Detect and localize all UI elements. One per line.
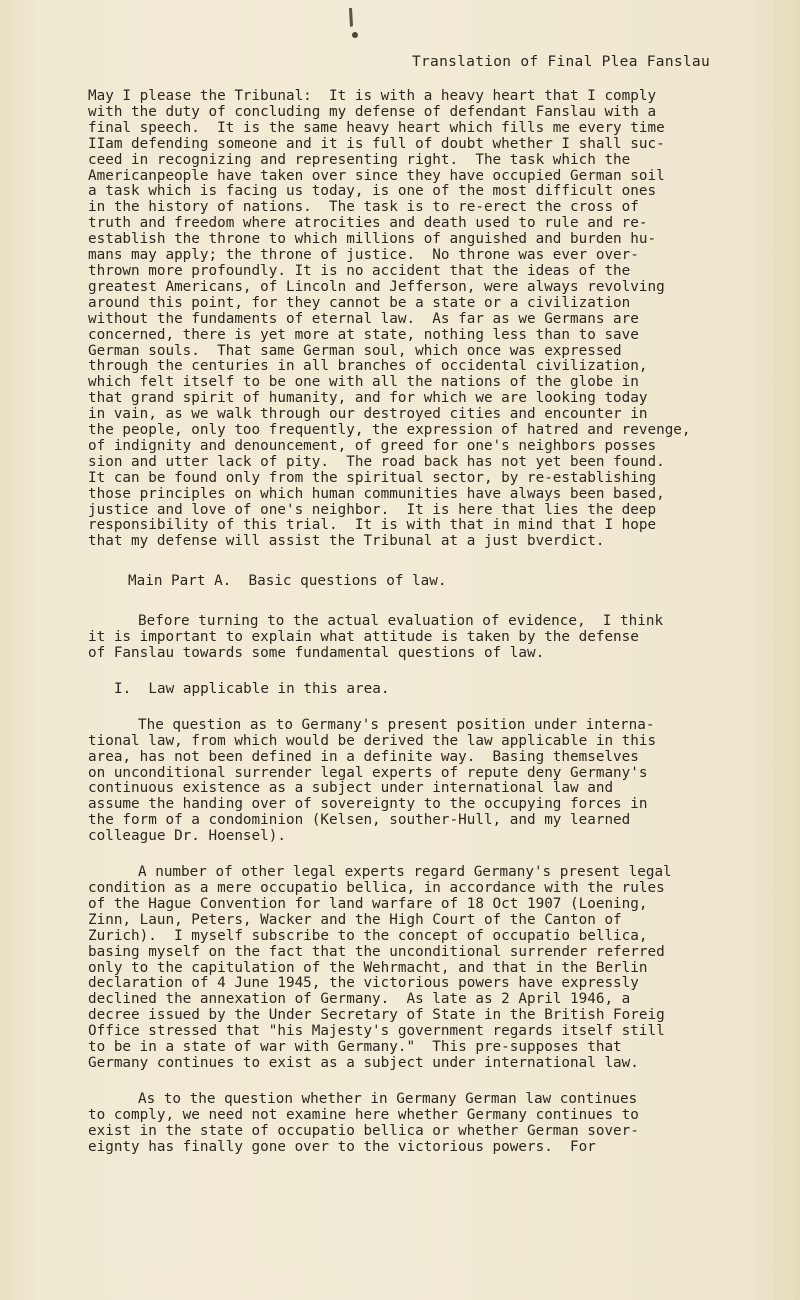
text-line: tional law, from which would be derived the law applicable in this [88, 732, 657, 749]
text-line: only to the capitulation of the Wehrmacht, and that in the Berlin [88, 959, 648, 976]
text-line: through the centuries in all branches of occidental civilization, [88, 358, 648, 375]
text-line: ceed in recognizing and representing right. The task which the [88, 151, 631, 168]
text-line: Before turning to the actual evaluation of evidence, I think [138, 613, 664, 630]
text-line: continuous existence as a subject under international law and [88, 780, 614, 797]
text-line: declined the annexation of Germany. As late as 2 April 1946, a [88, 991, 631, 1008]
text-line: As to the question whether in Germany German law continues [138, 1090, 638, 1107]
text-line: responsibility of this trial. It is with that in mind that I hope [88, 517, 657, 534]
text-line: truth and freedom where atrocities and death used to rule and re- [88, 215, 648, 232]
text-line: Germany continues to exist as a subject under international law. [88, 1054, 639, 1071]
text-line: of Fanslau towards some fundamental questions of law. [88, 645, 545, 661]
page-header: Translation of Final Plea Fanslau [412, 54, 710, 70]
text-line: colleague Dr. Hoensel). [88, 828, 286, 845]
text-line: A number of other legal experts regard Germany's present legal [138, 864, 672, 881]
text-line: area, has not been defined in a definite way. Basing themselves [88, 748, 639, 765]
text-line: Zurich). I myself subscribe to the concept of occupatio bellica, [88, 927, 648, 944]
text-line: condition as a mere occupatio bellica, in accordance with the rules [88, 879, 665, 896]
text-line: the people, only too frequently, the expression of hatred and revenge, [88, 422, 691, 439]
text-line: IIam defending someone and it is full of doubt whether I shall suc- [88, 135, 665, 152]
text-line: assume the handing over of sovereignty to the occupying forces in [88, 796, 648, 813]
ink-mark [341, 6, 363, 42]
text-line: Zinn, Laun, Peters, Wacker and the High Court of the Canton of [88, 911, 622, 928]
text-line: around this point, for they cannot be a state or a civilization [88, 294, 631, 311]
text-line: decree issued by the Under Secretary of State in the British Foreig [88, 1007, 665, 1024]
paragraph-1 [88, 718, 788, 845]
text-line: greatest Americans, of Lincoln and Jefferson, were always revolving [88, 278, 665, 295]
text-line: final speech. It is the same heavy heart which fills me every time [88, 119, 665, 136]
text-line: concerned, there is yet more at state, nothing less than to save [88, 326, 639, 343]
text-line: those principles on which human communities have always been based, [88, 485, 665, 502]
text-line: on unconditional surrender legal experts of repute deny Germany's [88, 764, 648, 781]
document-body [88, 89, 788, 1155]
text-line: without the fundaments of eternal law. As far as we Germans are [88, 310, 639, 327]
text-line: The question as to Germany's present position under interna- [138, 716, 655, 733]
text-line: mans may apply; the throne of justice. No throne was ever over- [88, 247, 639, 264]
text-line: It can be found only from the spiritual sector, by re-establishing [88, 469, 657, 486]
text-line: basing myself on the fact that the unconditional surrender referred [88, 943, 665, 960]
text-line: in vain, as we walk through our destroyed cities and encounter in [88, 406, 648, 423]
text-line: justice and love of one's neighbor. It is here that lies the deep [88, 501, 657, 518]
subsection-1-heading: I. Law applicable in this area. [114, 680, 390, 697]
text-line: declaration of 4 June 1945, the victorious powers have expressly [88, 975, 639, 992]
text-line: sion and utter lack of pity. The road back has not yet been found. [88, 453, 665, 470]
text-line: Office stressed that "his Majesty's government regards itself still [88, 1023, 665, 1040]
text-line: that grand spirit of humanity, and for which we are looking today [88, 390, 648, 407]
text-line: eignty has finally gone over to the victorious powers. For [88, 1138, 596, 1155]
text-line: thrown more profoundly. It is no accident that the ideas of the [88, 262, 631, 279]
text-line: of the Hague Convention for land warfare of 18 Oct 1907 (Loening, [88, 895, 648, 912]
text-line: that my defense will assist the Tribunal at a just bverdict. [88, 533, 605, 550]
text-line: of indignity and denouncement, of greed for one's neighbors posses [88, 437, 657, 454]
paragraph-3 [88, 1092, 788, 1156]
text-line: a task which is facing us today, is one of the most difficult ones [88, 183, 657, 200]
text-line: it is important to explain what attitude is taken by the defense [88, 629, 639, 646]
text-line: in the history of nations. The task is to re-erect the cross of [88, 199, 639, 216]
text-line: to comply, we need not examine here whether Germany continues to [88, 1106, 639, 1123]
text-line: May I please the Tribunal: It is with a heavy heart that I comply [88, 88, 657, 104]
text-line: German souls. That same German soul, which once was expressed [88, 342, 622, 359]
text-line: which felt itself to be one with all the nations of the globe in [88, 374, 639, 391]
text-line: the form of a condominion (Kelsen, souther-Hull, and my learned [88, 812, 631, 829]
opening-paragraph [88, 89, 788, 550]
text-line: Americanpeople have taken over since they have occupied German soil [88, 167, 665, 184]
section-a-heading: Main Part A. Basic questions of law. [128, 573, 447, 590]
section-a-intro [88, 614, 788, 662]
text-line: to be in a state of war with Germany." This pre-supposes that [88, 1039, 622, 1056]
text-line: exist in the state of occupatio bellica or whether German sover- [88, 1122, 639, 1139]
text-line: with the duty of concluding my defense of defendant Fanslau with a [88, 103, 657, 120]
paragraph-2 [88, 865, 788, 1072]
text-line: establish the throne to which millions of anguished and burden hu- [88, 231, 657, 248]
